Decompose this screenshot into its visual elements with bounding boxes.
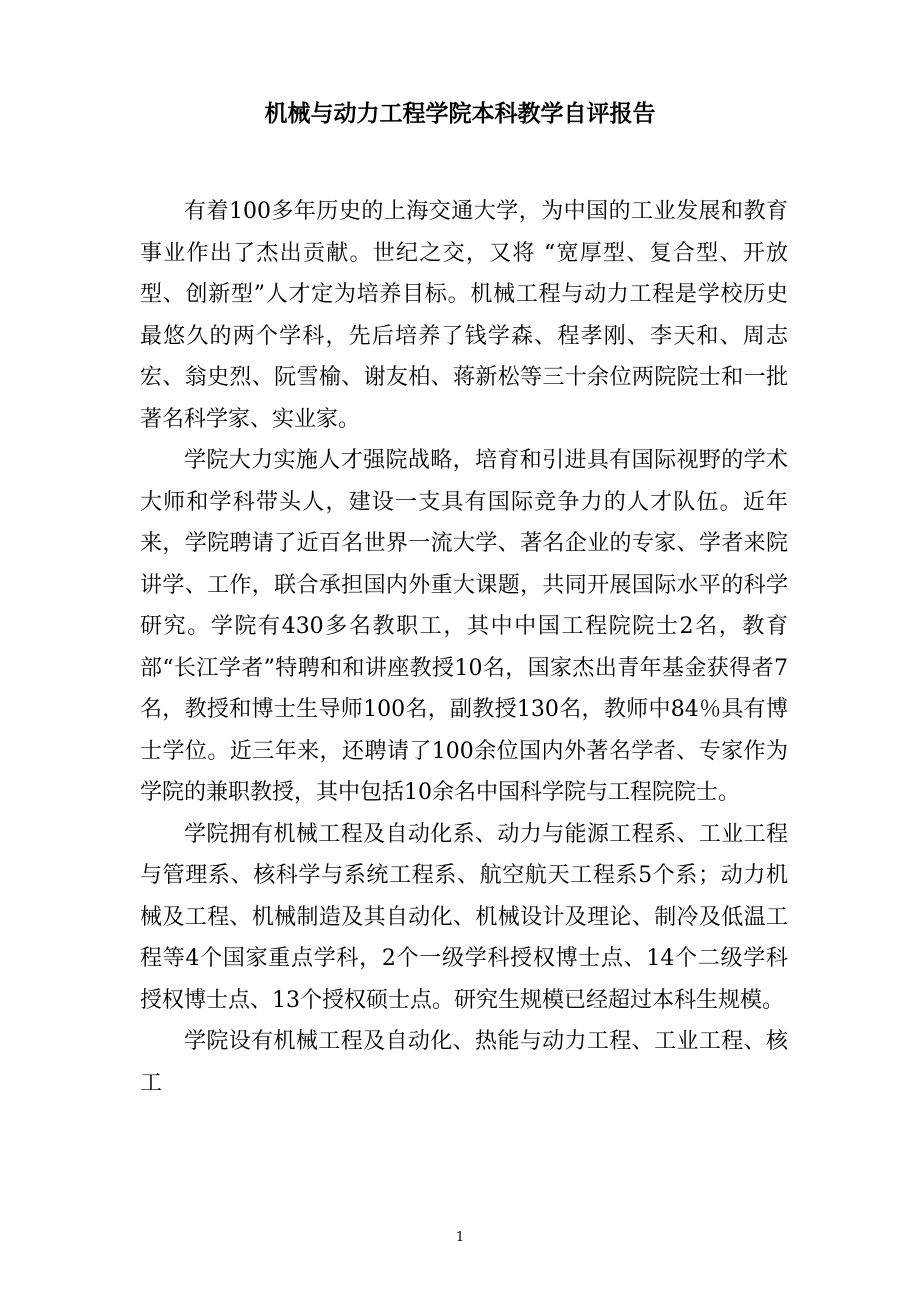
document-body (140, 191, 788, 1104)
document-title: 机械与动力工程学院本科教学自评报告 (264, 100, 656, 127)
paragraph-majors: 学院设有机械工程及自动化、热能与动力工程、工业工程、核工 (140, 1029, 788, 1096)
page-number: 1 (455, 1230, 465, 1245)
paragraph-history: 有着100多年历史的上海交通大学，为中国的工业发展和教育事业作出了杰出贡献。世纪之交，又将 “宽厚型、复合型、开放型、创新型”人才定为培养目标。机械工程与动力工程是学校历史最悠久的两个学科，先后培养了钱学森、程孝刚、李天和、周志宏、翁史烈、阮雪榆、谢友柏、蒋新松等三十余位两院院士和一批著名科学家、实业家。 (140, 199, 788, 432)
paragraph-departments: 学院拥有机械工程及自动化系、动力与能源工程系、工业工程与管理系、核科学与系统工程系、航空航天工程系5个系；动力机械及工程、机械制造及其自动化、机械设计及理论、制冷及低温工程等4个国家重点学科，2个一级学科授权博士点、14个二级学科授权博士点、13个授权硕士点。研究生规模已经超过本科生规模。 (140, 821, 788, 1013)
paragraph-talent-strategy: 学院大力实施人才强院战略，培育和引进具有国际视野的学术大师和学科带头人，建设一支具有国际竞争力的人才队伍。近年来，学院聘请了近百名世界一流大学、著名企业的专家、学者来院讲学、工作，联合承担国内外重大课题，共同开展国际水平的科学研究。学院有430多名教职工，其中中国工程院院士2名，教育部“长江学者”特聘和和讲座教授10名，国家杰出青年基金获得者7名，教授和博士生导师100名，副教授130名，教师中84％具有博士学位。近三年来，还聘请了100余位国内外著名学者、专家作为学院的兼职教授，其中包括10余名中国科学院与工程院院士。 (140, 448, 788, 805)
